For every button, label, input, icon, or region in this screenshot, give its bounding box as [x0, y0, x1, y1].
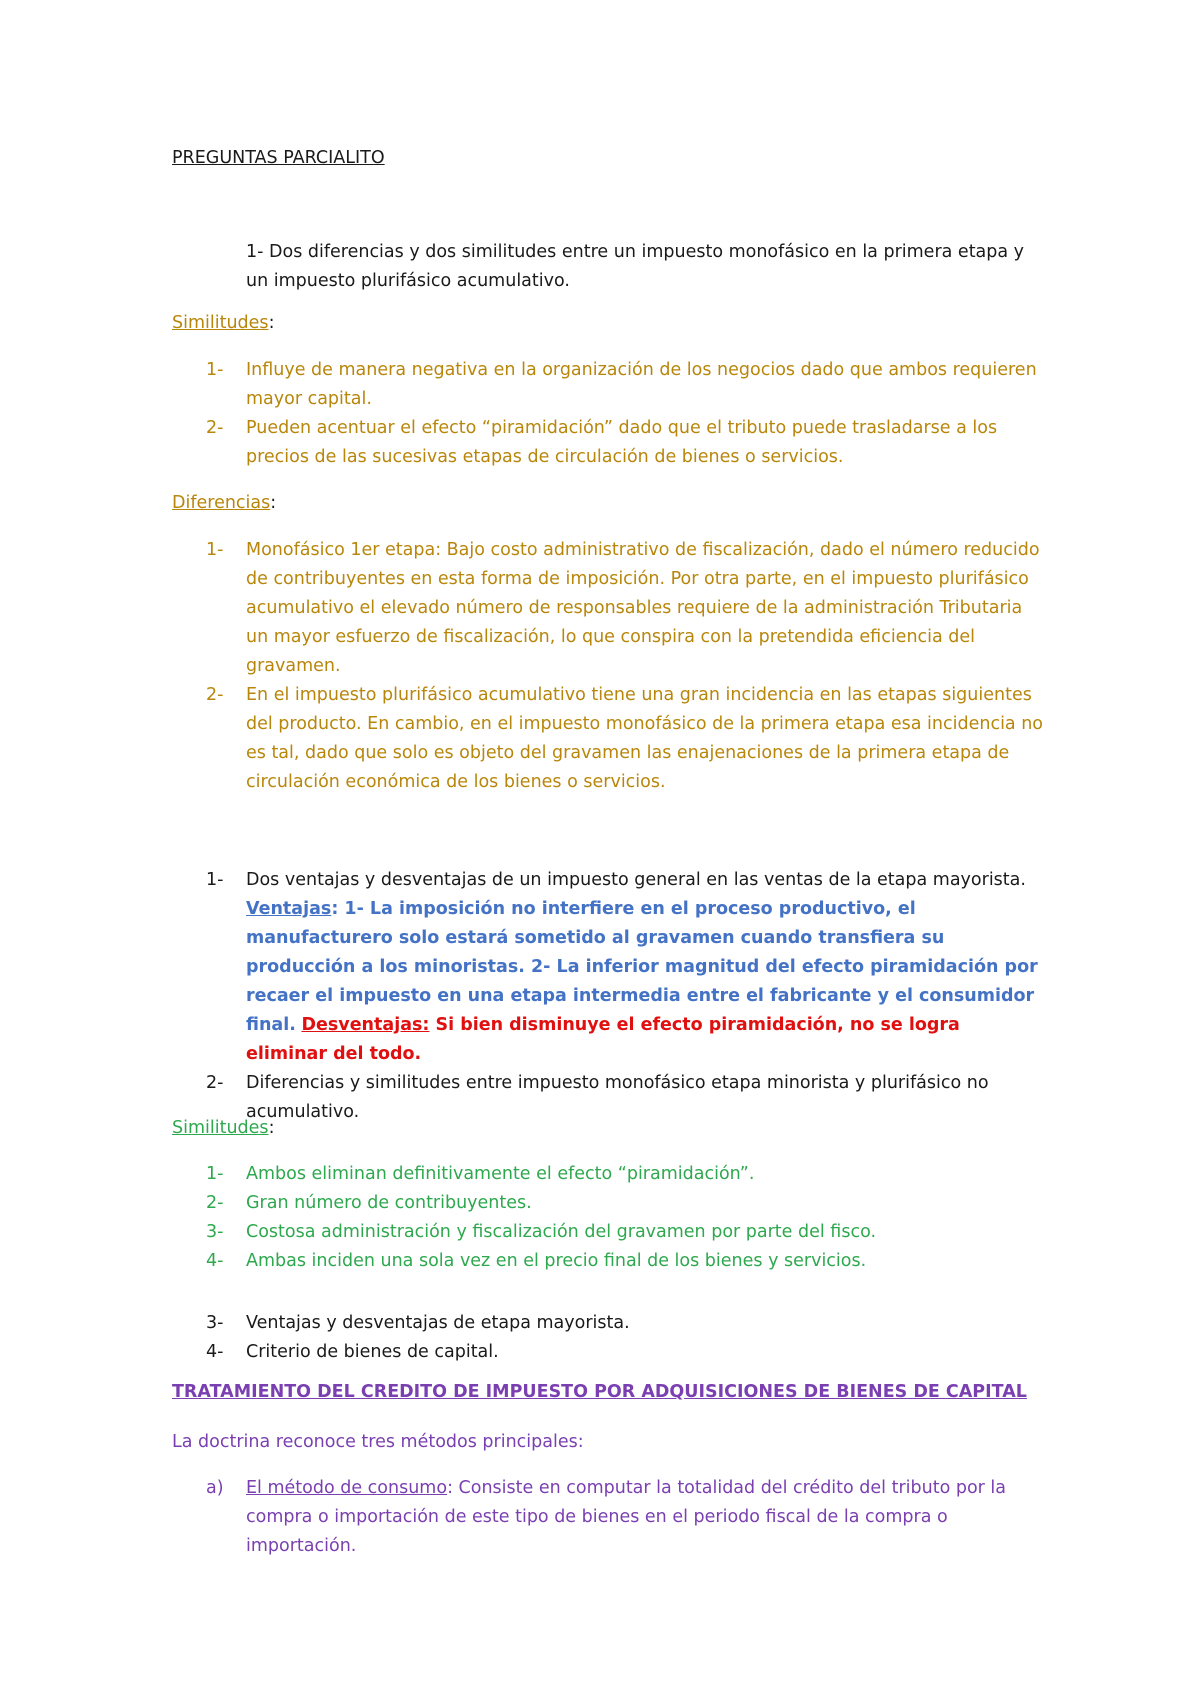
- similitudes-label: Similitudes: [172, 1118, 269, 1138]
- list-item: [0, 1247, 1046, 1276]
- method-label: El método de consumo: [246, 1478, 448, 1498]
- ventajas-label: Ventajas: [246, 899, 332, 919]
- diferencias-heading: [172, 493, 1200, 513]
- list-text: En el impuesto plurifásico acumulativo tiene una gran incidencia en las etapas siguientes del producto. En cambio, en el impuesto monofásico de la primera etapa esa incidencia no es tal, dado que solo es objeto del gravamen las enajenaciones de la primera etapa de circulación económica de los bienes o servicios.: [246, 685, 1044, 792]
- list-number: 2-: [206, 685, 224, 705]
- diferencias-label: Diferencias: [172, 493, 271, 513]
- methods-list: [0, 1474, 1200, 1561]
- list-number: 2-: [206, 1073, 224, 1093]
- similitudes-label: Similitudes: [172, 313, 269, 333]
- diferencias-colon: :: [270, 493, 277, 513]
- desventajas-label: Desventajas:: [301, 1015, 430, 1035]
- list-number: 3-: [206, 1222, 224, 1242]
- page-title: PREGUNTAS PARCIALITO: [172, 148, 385, 168]
- list-number: 2-: [206, 1193, 224, 1213]
- list-text: Ambos eliminan definitivamente el efecto “piramidación”.: [246, 1164, 755, 1184]
- q2-text: Dos ventajas y desventajas de un impuesto general en las ventas de la etapa mayorista.: [246, 870, 1026, 890]
- list-text: Costosa administración y fiscalización del gravamen por parte del fisco.: [246, 1222, 877, 1242]
- list-text: Ambas inciden una sola vez en el precio final de los bienes y servicios.: [246, 1251, 867, 1271]
- list-text: Gran número de contribuyentes.: [246, 1193, 532, 1213]
- list-number: 4-: [206, 1251, 224, 1271]
- list-text: Ventajas y desventajas de etapa mayorista.: [246, 1313, 630, 1333]
- diferencias-list: [0, 536, 1200, 797]
- list-text: Pueden acentuar el efecto “piramidación” dado que el tributo puede trasladarse a los precios de las sucesivas etapas de circulación de bienes o servicios.: [246, 418, 998, 467]
- more-questions-list: [0, 1309, 1200, 1367]
- similitudes-heading-2: [172, 1118, 1200, 1138]
- list-item: [0, 536, 1046, 681]
- list-item: [0, 1189, 1046, 1218]
- list-number: 1-: [206, 1164, 224, 1184]
- list-item: [0, 1338, 1046, 1367]
- doctrina-text: La doctrina reconoce tres métodos principales:: [172, 1432, 584, 1452]
- list-item: [0, 1160, 1046, 1189]
- list-number: 4-: [206, 1342, 224, 1362]
- list-number: 1-: [206, 540, 224, 560]
- similitudes-colon: :: [268, 1118, 275, 1138]
- list-text: Diferencias y similitudes entre impuesto monofásico etapa minorista y plurifásico no acumulativo.: [246, 1073, 989, 1122]
- similitudes-list-1: [0, 356, 1200, 472]
- list-number: a): [206, 1478, 224, 1498]
- list-text: Criterio de bienes de capital.: [246, 1342, 499, 1362]
- list-number: 1-: [206, 360, 224, 380]
- similitudes-colon: :: [268, 313, 275, 333]
- list-item: [0, 356, 1046, 414]
- question-2-list: [0, 866, 1200, 1127]
- list-number: 1-: [206, 870, 224, 890]
- method-text: : Consiste en computar la totalidad del crédito del tributo por la compra o importación de este tipo de bienes en el periodo fiscal de la compra o importación.: [246, 1478, 1007, 1556]
- question-1: 1- Dos diferencias y dos similitudes entre un impuesto monofásico en la primera etapa y un impuesto plurifásico acumulativo.: [246, 242, 1025, 291]
- list-number: 2-: [206, 418, 224, 438]
- list-item: [0, 681, 1046, 797]
- list-item: [0, 1309, 1046, 1338]
- list-item: [0, 866, 1046, 1069]
- similitudes-list-2: [0, 1160, 1200, 1276]
- ventajas-text: : 1- La imposición no interfiere en el proceso productivo, el manufacturero solo estará sometido al gravamen cuando transfiera su producción a los minoristas. 2- La inferior magnitud del efecto piramidación por recaer el impuesto en una etapa intermedia entre el fabricante y el consumidor final.: [246, 899, 1038, 1035]
- list-item: [0, 1474, 1046, 1561]
- section-title: TRATAMIENTO DEL CREDITO DE IMPUESTO POR ADQUISICIONES DE BIENES DE CAPITAL: [172, 1382, 1027, 1402]
- list-number: 3-: [206, 1313, 224, 1333]
- list-item: [0, 414, 1046, 472]
- desventajas-text: Si bien disminuye el efecto piramidación, no se logra eliminar del todo.: [246, 1015, 960, 1064]
- similitudes-heading-1: [172, 313, 1200, 333]
- list-item: [0, 1218, 1046, 1247]
- list-text: Influye de manera negativa en la organización de los negocios dado que ambos requieren mayor capital.: [246, 360, 1037, 409]
- list-text: Monofásico 1er etapa: Bajo costo administrativo de fiscalización, dado el número reducido de contribuyentes en esta forma de imposición. Por otra parte, en el impuesto plurifásico acumulativo el elevado número de responsables requiere de la administración Tributaria un mayor esfuerzo de fiscalización, lo que conspira con la pretendida eficiencia del gravamen.: [246, 540, 1040, 676]
